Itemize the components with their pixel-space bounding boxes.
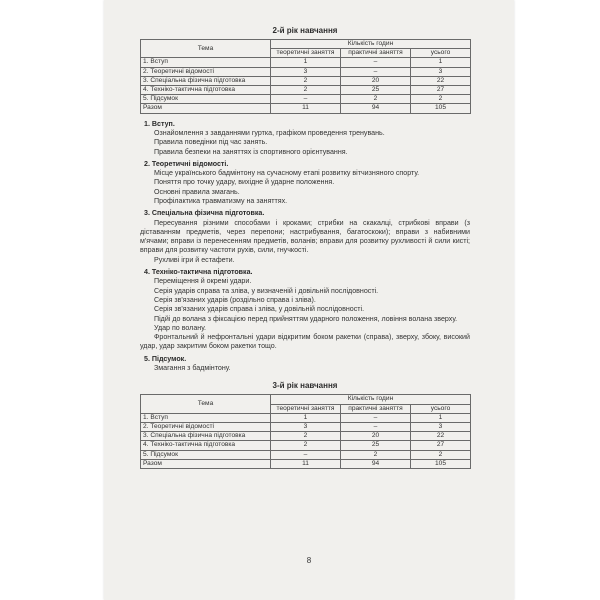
cell-theory: 2 — [271, 76, 341, 85]
cell-topic: 3. Спеціальна фізична підготовка — [141, 432, 271, 441]
cell-topic: 2. Теоретичні відомості — [141, 422, 271, 431]
section-line: Правила безпеки на заняттях із спортивного орієнтування. — [154, 147, 348, 156]
cell-theory: 3 — [271, 67, 341, 76]
cell-total: 1 — [411, 413, 471, 422]
cell-total: 105 — [411, 104, 471, 113]
cell-total: 105 — [411, 459, 471, 468]
section-line: Підйі до волана з фіксацією перед прийняттям ударного положення, ловіння волана зверху. — [154, 314, 458, 323]
cell-total: 2 — [411, 450, 471, 459]
cell-practice: 20 — [341, 76, 411, 85]
section-line: Переміщення й окремі удари. — [154, 277, 252, 286]
cell-theory: 1 — [271, 413, 341, 422]
section-line: Серія зв'язаних ударів (роздільно справа і зліва). — [154, 295, 316, 304]
table-header-theory: теоретичні заняття — [271, 49, 341, 58]
cell-practice: 25 — [341, 441, 411, 450]
cell-topic: 3. Спеціальна фізична підготовка — [141, 76, 271, 85]
cell-practice: 20 — [341, 432, 411, 441]
section-line: Поняття про точку удару, вихідне й ударне положення. — [154, 178, 335, 187]
section-line: Серія ударів справа та зліва, у визначеній і довільній послідовності. — [154, 286, 379, 295]
cell-total: 3 — [411, 422, 471, 431]
program-sections — [140, 120, 470, 374]
table-row — [141, 76, 471, 85]
cell-theory: 2 — [271, 441, 341, 450]
year2-table-body — [141, 58, 471, 113]
cell-practice: 94 — [341, 104, 411, 113]
section-line: Основні правила змагань. — [154, 187, 240, 196]
cell-total: 1 — [411, 58, 471, 67]
table-row — [141, 67, 471, 76]
cell-total: 22 — [411, 76, 471, 85]
cell-practice: 2 — [341, 95, 411, 104]
page-content — [140, 26, 470, 469]
table-header-practice: практичні заняття — [341, 49, 411, 58]
cell-topic: 5. Підсумок — [141, 95, 271, 104]
cell-topic: Разом — [141, 459, 271, 468]
cell-topic: 5. Підсумок — [141, 450, 271, 459]
section-line: Місце українського бадмінтону на сучасному етапі розвитку вітчизняного спорту. — [154, 169, 420, 178]
section-line: Удар по волану. — [154, 323, 206, 332]
section-line: Профілактика травматизму на заняттях. — [154, 197, 288, 205]
cell-topic: 4. Техніко-тактична підготовка — [141, 86, 271, 95]
section-title: 5. Підсумок. — [144, 354, 187, 363]
cell-theory: 11 — [271, 104, 341, 113]
cell-practice: – — [341, 58, 411, 67]
cell-practice: 2 — [341, 450, 411, 459]
cell-total: 3 — [411, 67, 471, 76]
section-line: Правила поведінки під час занять. — [154, 138, 268, 147]
cell-theory: 3 — [271, 422, 341, 431]
cell-topic: 1. Вступ — [141, 58, 271, 67]
table-header-total: усього — [411, 49, 471, 58]
table-header-hours: Кількість годин — [271, 40, 471, 49]
table-header-total: усього — [411, 404, 471, 413]
cell-practice: – — [341, 422, 411, 431]
table-header-topic: Тема — [141, 395, 271, 413]
cell-theory: 2 — [271, 86, 341, 95]
section-line: Серія зв'язаних ударів справа і зліва, у довільній послідовності. — [154, 305, 365, 314]
table-header-hours: Кількість годин — [271, 395, 471, 404]
cell-total: 2 — [411, 95, 471, 104]
cell-total: 22 — [411, 432, 471, 441]
page-number: 8 — [306, 556, 312, 565]
table-row — [141, 104, 471, 113]
section-line: Рухливі ігри й естафети. — [154, 255, 235, 264]
section-title: 1. Вступ. — [144, 119, 175, 128]
cell-topic: 1. Вступ — [141, 413, 271, 422]
table-row — [141, 459, 471, 468]
cell-theory: 2 — [271, 432, 341, 441]
table-row — [141, 86, 471, 95]
section-line: Пересування різними способами і кроками; стрибки на скакалці, стрибкові вправи (з діставанням предметів, через перепони; настрибування, багатоскоки); вправи з набивними м'ячами; вправи із перенесенням предметів, воланів; вправи для розвитку рухливості й сили кисті; вправи для розвитку частоти рухів, сили, гнучкості. — [140, 218, 470, 255]
table-header-topic: Тема — [141, 40, 271, 58]
table-row — [141, 422, 471, 431]
year3-heading: 3-й рік навчання — [272, 381, 338, 391]
year3-hours-table — [140, 394, 471, 469]
table-header-theory: теоретичні заняття — [271, 404, 341, 413]
table-row — [141, 58, 471, 67]
table-header-practice: практичні заняття — [341, 404, 411, 413]
cell-practice: – — [341, 413, 411, 422]
cell-practice: 25 — [341, 86, 411, 95]
cell-topic: 2. Теоретичні відомості — [141, 67, 271, 76]
year2-heading: 2-й рік навчання — [272, 26, 338, 35]
cell-practice: – — [341, 67, 411, 76]
table-row — [141, 441, 471, 450]
document-page — [104, 0, 514, 600]
cell-topic: Разом — [141, 104, 271, 113]
cell-practice: 94 — [341, 459, 411, 468]
section-line: Ознайомлення з завданнями гуртка, графіком проведення тренувань. — [154, 128, 385, 137]
cell-theory: 11 — [271, 459, 341, 468]
section-line: Змагання з бадмінтону. — [154, 364, 231, 373]
cell-theory: – — [271, 95, 341, 104]
cell-theory: – — [271, 450, 341, 459]
cell-topic: 4. Техніко-тактична підготовка — [141, 441, 271, 450]
cell-total: 27 — [411, 441, 471, 450]
table-row — [141, 413, 471, 422]
section-title: 3. Спеціальна фізична підготовка. — [144, 209, 265, 218]
cell-total: 27 — [411, 86, 471, 95]
table-row — [141, 432, 471, 441]
section-title: 2. Теоретичні відомості. — [144, 159, 229, 168]
year3-table-body — [141, 413, 471, 468]
section-title: 4. Техніко-тактична підготовка. — [144, 268, 253, 277]
section-line: Фронтальний й нефронтальні удари відкритим боком ракетки (справа), зверху, збоку, високий удар, удар закритим боком ракетки тощо. — [140, 333, 470, 351]
cell-theory: 1 — [271, 58, 341, 67]
year2-hours-table — [140, 39, 471, 114]
table-row — [141, 450, 471, 459]
table-row — [141, 95, 471, 104]
